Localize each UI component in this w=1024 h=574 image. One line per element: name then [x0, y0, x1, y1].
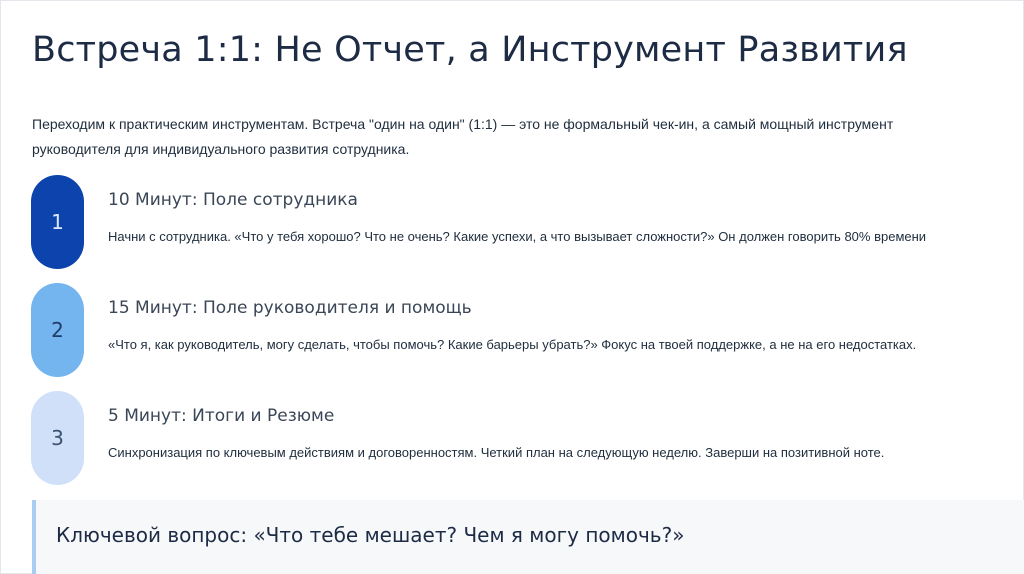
- step-description: Синхронизация по ключевым действиям и договоренностям. Четкий план на следующую неделю. Заверши на позитивной ноте.: [108, 445, 885, 460]
- step-item-1: [31, 175, 1024, 269]
- slide-title: Встреча 1:1: Не Отчет, а Инструмент Развития: [32, 30, 908, 70]
- step-number-badge: 1: [31, 175, 84, 269]
- step-title: 10 Минут: Поле сотрудника: [108, 190, 358, 210]
- step-number-badge: 2: [31, 283, 84, 377]
- step-title: 15 Минут: Поле руководителя и помощь: [108, 298, 472, 318]
- step-item-3: [31, 391, 1024, 485]
- step-item-2: [31, 283, 1024, 377]
- key-question-text: Ключевой вопрос: «Что тебе мешает? Чем я могу помочь?»: [56, 523, 685, 547]
- intro-paragraph: Переходим к практическим инструментам. Встреча "один на один" (1:1) — это не формальный чек-ин, а самый мощный инструмент руководителя для индивидуального развития сотрудника.: [32, 116, 894, 157]
- step-description: «Что я, как руководитель, могу сделать, чтобы помочь? Какие барьеры убрать?» Фокус на твоей поддержке, а не на его недостатках.: [108, 337, 917, 352]
- key-question-callout: [32, 500, 1024, 574]
- step-title: 5 Минут: Итоги и Резюме: [108, 406, 335, 426]
- step-number-badge: 3: [31, 391, 84, 485]
- step-description: Начни с сотрудника. «Что у тебя хорошо? Что не очень? Какие успехи, а что вызывает сложности?» Он должен говорить 80% времени: [108, 229, 927, 244]
